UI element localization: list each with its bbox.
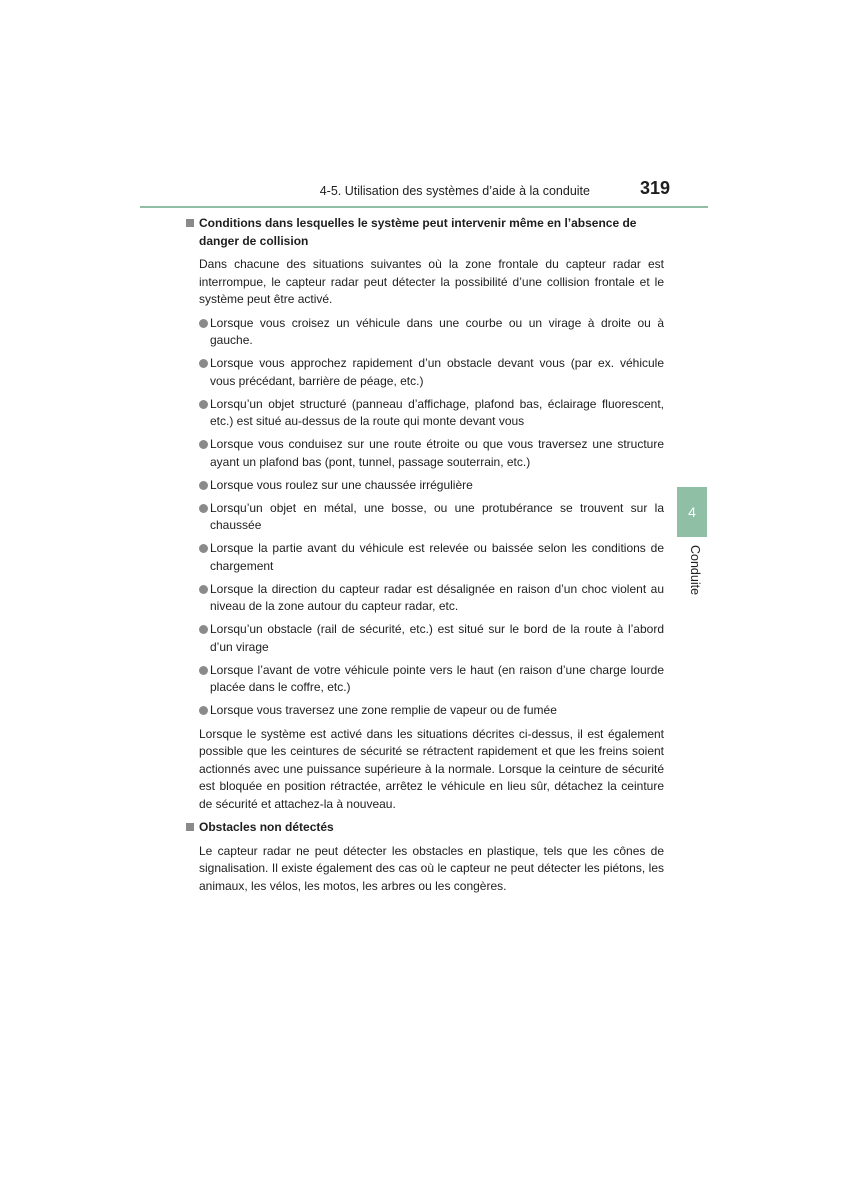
bullet-list: [199, 315, 664, 720]
list-item-text: Lorsque vous traversez une zone remplie de vapeur ou de fumée: [210, 703, 557, 717]
list-item-text: Lorsque la partie avant du véhicule est relevée ou baissée selon les conditions de chargement: [210, 541, 664, 573]
section-intro: Dans chacune des situations suivantes où la zone frontale du capteur radar est interrompue, le capteur radar peut détecter la possibilité d’une collision frontale et le système peut être activé.: [199, 257, 664, 306]
square-bullet-icon: [186, 219, 194, 227]
list-item: [199, 540, 664, 575]
header-divider: [140, 206, 708, 208]
list-item: [199, 396, 664, 431]
round-bullet-icon: [199, 544, 208, 553]
section-heading-obstacles: [186, 819, 664, 837]
list-item-text: Lorsque vous roulez sur une chaussée irrégulière: [210, 477, 473, 492]
list-item-text: Lorsqu’un objet structuré (panneau d’affichage, plafond bas, éclairage fluorescent, etc.) est situé au-dessus de la route qui monte devant vous: [210, 396, 664, 428]
list-item-text: Lorsqu’un objet en métal, une bosse, ou une protubérance se trouvent sur la chaussée: [210, 500, 664, 532]
list-item: [199, 702, 664, 720]
round-bullet-icon: [199, 666, 208, 675]
section-heading-text: Obstacles non détectés: [199, 820, 334, 834]
round-bullet-icon: [199, 440, 208, 449]
round-bullet-icon: [199, 319, 208, 328]
round-bullet-icon: [199, 504, 208, 513]
list-item-text: Lorsqu’un obstacle (rail de sécurité, etc.) est situé sur le bord de la route à l’abord d’un virage: [210, 622, 664, 654]
square-bullet-icon: [186, 823, 194, 831]
list-item-text: Lorsque l’avant de votre véhicule pointe vers le haut (en raison d’une charge lourde placée dans le coffre, etc.): [210, 662, 664, 694]
list-item: [199, 662, 664, 697]
list-item-text: Lorsque vous croisez un véhicule dans une courbe ou un virage à droite ou à gauche.: [210, 315, 664, 347]
round-bullet-icon: [199, 400, 208, 409]
list-item: [199, 477, 664, 495]
section-heading-conditions: [186, 215, 664, 250]
section-heading-text: Conditions dans lesquelles le système peut intervenir même en l’absence de danger de collision: [199, 216, 637, 248]
round-bullet-icon: [199, 481, 208, 490]
list-item-text: Lorsque la direction du capteur radar est désalignée en raison d’un choc violent au niveau de la zone autour du capteur radar, etc.: [210, 581, 664, 613]
chapter-tab: 4: [677, 487, 707, 537]
round-bullet-icon: [199, 625, 208, 634]
list-item: [199, 621, 664, 656]
section-outro: Lorsque le système est activé dans les situations décrites ci-dessus, il est également possible que les ceintures de sécurité se rétractent rapidement et que les freins soient actionnés avec une puissance supérieure à la normale. Lorsque la ceinture de sécurité est bloquée en position rétractée, arrêtez le véhicule en lieu sûr, détachez la ceinture de sécurité et attachez-la à nouveau.: [199, 726, 664, 811]
list-item: [199, 500, 664, 535]
chapter-label: Conduite: [688, 545, 702, 596]
list-item-text: Lorsque vous approchez rapidement d’un obstacle devant vous (par ex. véhicule vous précédant, barrière de péage, etc.): [210, 356, 664, 388]
list-item: [199, 355, 664, 390]
round-bullet-icon: [199, 706, 208, 715]
page-number: 319: [639, 178, 670, 198]
list-item: [199, 581, 664, 616]
list-item-text: Lorsque vous conduisez sur une route étroite ou que vous traversez une structure ayant un plafond bas (pont, tunnel, passage souterrain, etc.): [210, 437, 664, 469]
section-intro: Le capteur radar ne peut détecter les obstacles en plastique, tels que les cônes de signalisation. Il existe également des cas où le capteur ne peut détecter les piétons, les animaux, les vélos, les motos, les arbres ou les congères.: [199, 843, 664, 893]
header-title: 4-5. Utilisation des systèmes d’aide à la conduite: [319, 184, 590, 198]
round-bullet-icon: [199, 585, 208, 594]
page-content: [186, 215, 664, 901]
list-item: [199, 436, 664, 471]
list-item: [199, 315, 664, 350]
round-bullet-icon: [199, 359, 208, 368]
